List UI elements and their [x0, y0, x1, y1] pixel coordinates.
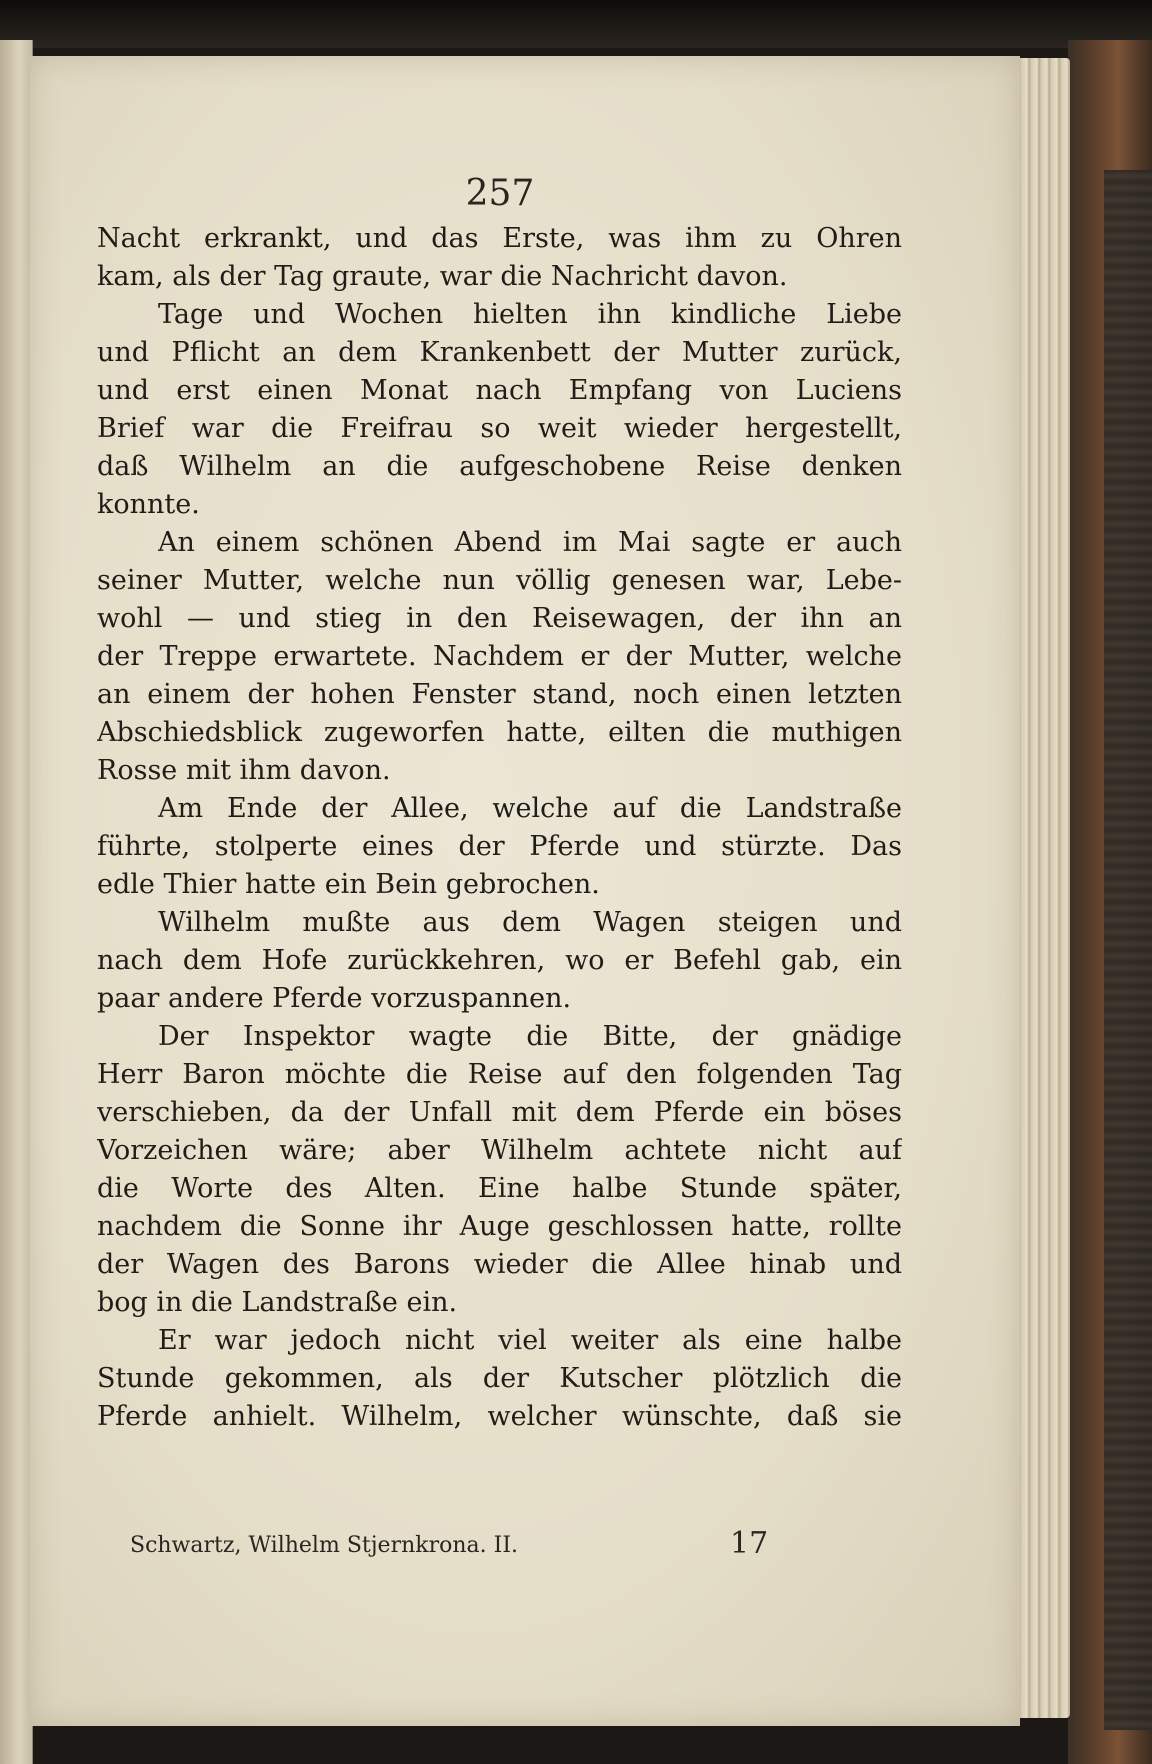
- text-line: der Wagen des Barons wieder die Allee hinab und: [97, 1249, 902, 1280]
- text-line: kam, als der Tag graute, war die Nachricht davon.: [97, 261, 788, 292]
- sheet-number: 17: [730, 1526, 769, 1561]
- book-top-shadow: [0, 0, 1152, 48]
- text-line: Er war jedoch nicht viel weiter als eine halbe: [158, 1325, 902, 1356]
- page-number: 257: [465, 173, 535, 214]
- facing-page-edge: [0, 40, 33, 1764]
- text-line: Wilhelm mußte aus dem Wagen steigen und: [158, 907, 902, 938]
- cover-spine-texture: [1104, 170, 1152, 1730]
- text-line: Vorzeichen wäre; aber Wilhelm achtete nicht auf: [97, 1135, 902, 1166]
- text-line: Tage und Wochen hielten ihn kindliche Liebe: [158, 299, 902, 330]
- text-line: Herr Baron möchte die Reise auf den folgenden Tag: [97, 1059, 902, 1090]
- text-line: führte, stolperte eines der Pferde und stürzte. Das: [97, 831, 902, 862]
- book-page: [30, 56, 1020, 1726]
- text-line: nachdem die Sonne ihr Auge geschlossen hatte, rollte: [97, 1211, 902, 1242]
- text-line: Der Inspektor wagte die Bitte, der gnädige: [158, 1021, 902, 1052]
- text-line: An einem schönen Abend im Mai sagte er auch: [158, 527, 902, 558]
- text-line: Rosse mit ihm davon.: [97, 755, 391, 786]
- text-line: Pferde anhielt. Wilhelm, welcher wünschte, daß sie: [97, 1401, 902, 1432]
- text-line: Stunde gekommen, als der Kutscher plötzlich die: [97, 1363, 902, 1394]
- text-line: der Treppe erwartete. Nachdem er der Mutter, welche: [97, 641, 902, 672]
- text-line: daß Wilhelm an die aufgeschobene Reise denken: [97, 451, 902, 482]
- text-line: Abschiedsblick zugeworfen hatte, eilten die muthigen: [97, 717, 902, 748]
- page-stack-edges: [1012, 58, 1070, 1718]
- text-line: und Pflicht an dem Krankenbett der Mutter zurück,: [97, 337, 902, 368]
- text-line: an einem der hohen Fenster stand, noch einen letzten: [97, 679, 902, 710]
- text-line: Brief war die Freifrau so weit wieder hergestellt,: [97, 413, 902, 444]
- text-line: nach dem Hofe zurückkehren, wo er Befehl gab, ein: [97, 945, 902, 976]
- signature-line: Schwartz, Wilhelm Stjernkrona. II.: [130, 1533, 518, 1558]
- text-line: Nacht erkrankt, und das Erste, was ihm zu Ohren: [97, 223, 902, 254]
- text-line: seiner Mutter, welche nun völlig genesen war, Lebe-: [97, 565, 902, 596]
- text-line: konnte.: [97, 489, 200, 520]
- text-line: bog in die Landstraße ein.: [97, 1287, 458, 1318]
- text-line: edle Thier hatte ein Bein gebrochen.: [97, 869, 600, 900]
- text-line: Am Ende der Allee, welche auf die Landstraße: [158, 793, 902, 824]
- text-line: wohl — und stieg in den Reisewagen, der ihn an: [97, 603, 902, 634]
- text-line: verschieben, da der Unfall mit dem Pferde ein böses: [97, 1097, 902, 1128]
- text-line: die Worte des Alten. Eine halbe Stunde später,: [97, 1173, 902, 1204]
- text-line: paar andere Pferde vorzuspannen.: [97, 983, 572, 1014]
- text-line: und erst einen Monat nach Empfang von Luciens: [97, 375, 902, 406]
